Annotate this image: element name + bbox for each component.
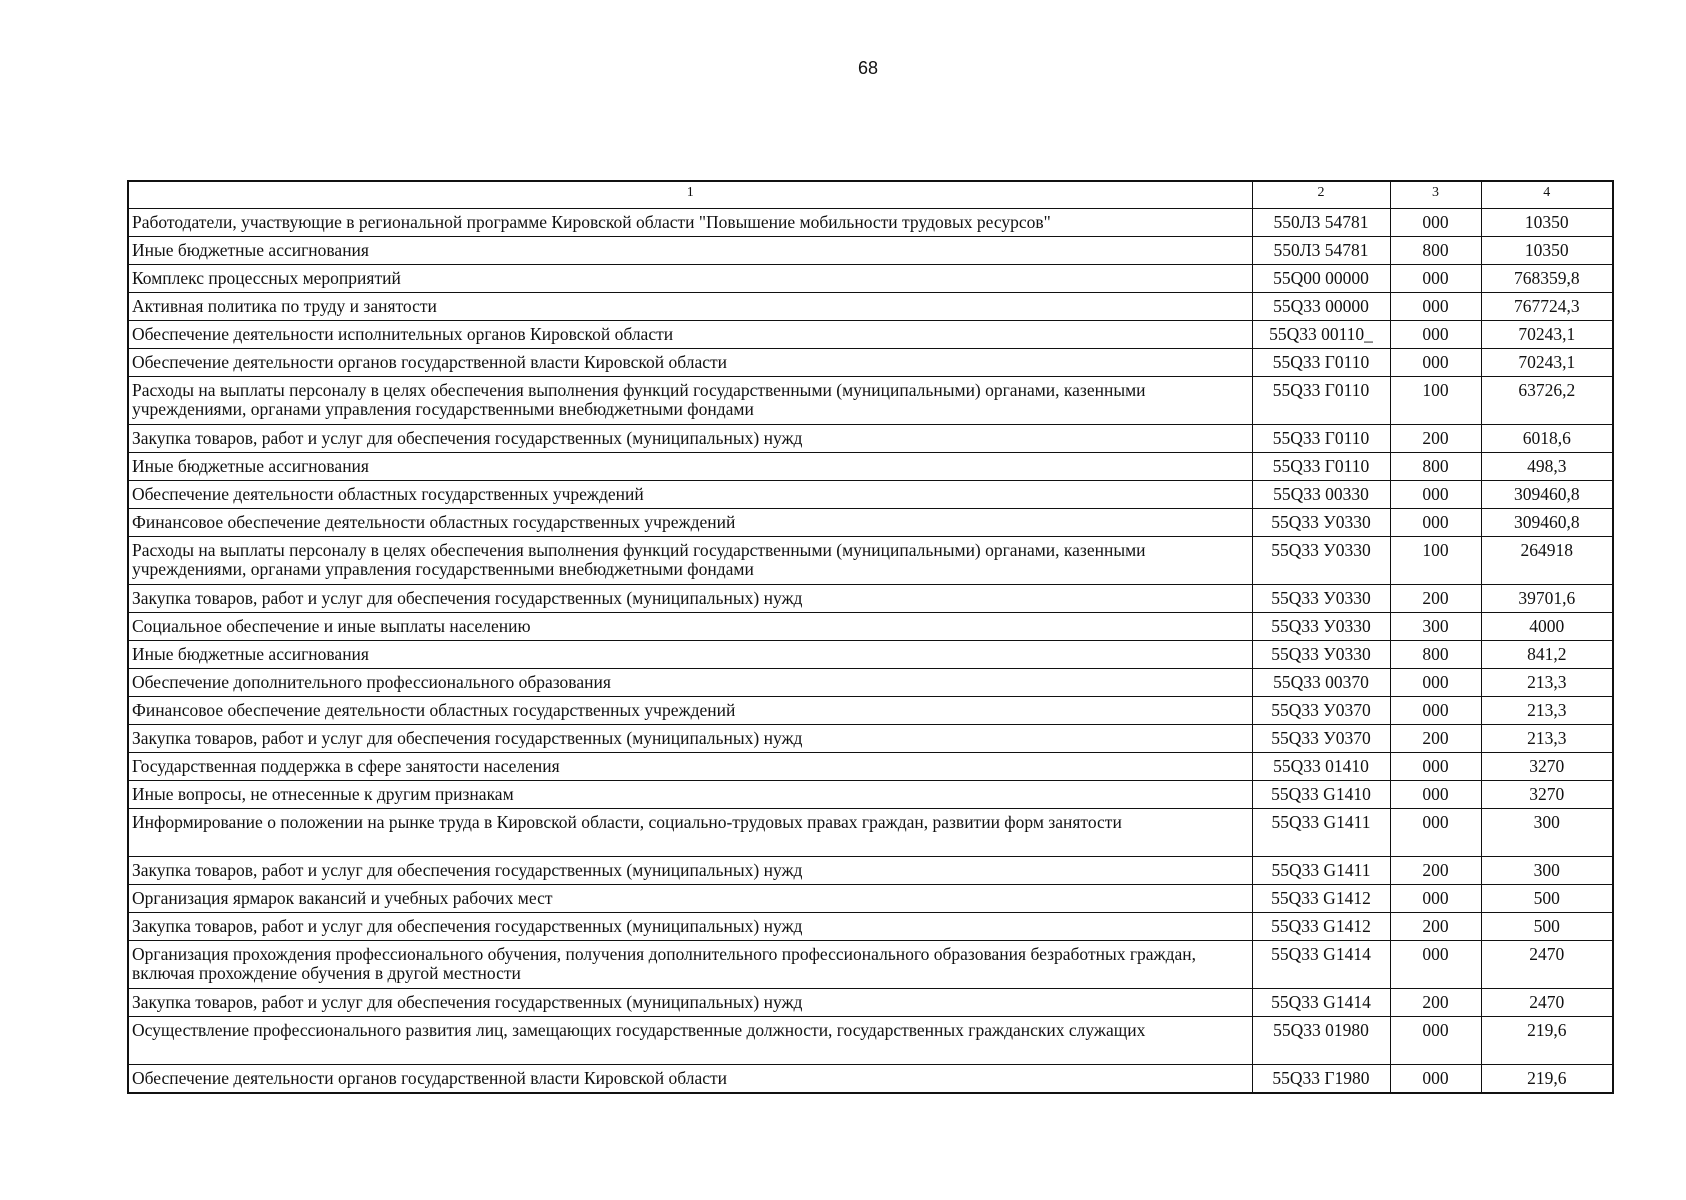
row-code-cell: 55Q33 Г0110: [1252, 377, 1390, 425]
table-row: [128, 209, 1613, 237]
row-expense-type-cell: 300: [1390, 613, 1481, 641]
row-name-cell: Иные бюджетные ассигнования: [128, 641, 1252, 669]
row-amount-cell: 498,3: [1481, 453, 1613, 481]
row-code-cell: 55Q33 У0370: [1252, 725, 1390, 753]
row-code-cell: 55Q33 00000: [1252, 293, 1390, 321]
table-row: [128, 481, 1613, 509]
row-expense-type-cell: 000: [1390, 293, 1481, 321]
table-row: [128, 857, 1613, 885]
row-expense-type-cell: 000: [1390, 481, 1481, 509]
row-code-cell: 55Q00 00000: [1252, 265, 1390, 293]
row-code-cell: 55Q33 У0330: [1252, 509, 1390, 537]
row-code-cell: 55Q33 У0330: [1252, 537, 1390, 585]
row-name-cell: Закупка товаров, работ и услуг для обеспечения государственных (муниципальных) нужд: [128, 913, 1252, 941]
row-amount-cell: 2470: [1481, 941, 1613, 989]
row-code-cell: 55Q33 G1414: [1252, 989, 1390, 1017]
table-row: [128, 321, 1613, 349]
table-header-row: [128, 181, 1613, 209]
row-name-cell: Осуществление профессионального развития лиц, замещающих государственные должности, государственных гражданских служащих: [128, 1017, 1252, 1065]
table-row: [128, 509, 1613, 537]
table-row: [128, 989, 1613, 1017]
table-row: [128, 425, 1613, 453]
row-amount-cell: 3270: [1481, 781, 1613, 809]
table-row: [128, 885, 1613, 913]
header-cell-name: 1: [128, 181, 1252, 209]
row-name-cell: Информирование о положении на рынке труда в Кировской области, социально-трудовых правах граждан, развитии форм занятости: [128, 809, 1252, 857]
row-amount-cell: 219,6: [1481, 1017, 1613, 1065]
row-code-cell: 55Q33 Г1980: [1252, 1065, 1390, 1094]
row-expense-type-cell: 000: [1390, 265, 1481, 293]
table-row: [128, 1065, 1613, 1094]
row-expense-type-cell: 000: [1390, 885, 1481, 913]
row-name-cell: Финансовое обеспечение деятельности областных государственных учреждений: [128, 509, 1252, 537]
row-expense-type-cell: 000: [1390, 669, 1481, 697]
table-row: [128, 781, 1613, 809]
row-code-cell: 55Q33 00330: [1252, 481, 1390, 509]
row-amount-cell: 500: [1481, 913, 1613, 941]
row-amount-cell: 841,2: [1481, 641, 1613, 669]
row-code-cell: 55Q33 У0330: [1252, 641, 1390, 669]
row-name-cell: Иные бюджетные ассигнования: [128, 453, 1252, 481]
row-code-cell: 55Q33 Г0110: [1252, 453, 1390, 481]
row-name-cell: Расходы на выплаты персоналу в целях обеспечения выполнения функций государственными (муниципальными) органами, казенными учреждениями, органами управления государственными внебюджетными фондами: [128, 537, 1252, 585]
row-amount-cell: 309460,8: [1481, 481, 1613, 509]
row-expense-type-cell: 000: [1390, 1065, 1481, 1094]
row-expense-type-cell: 000: [1390, 209, 1481, 237]
row-code-cell: 55Q33 G1411: [1252, 857, 1390, 885]
row-name-cell: Иные бюджетные ассигнования: [128, 237, 1252, 265]
row-code-cell: 55Q33 00110_: [1252, 321, 1390, 349]
row-name-cell: Обеспечение деятельности областных государственных учреждений: [128, 481, 1252, 509]
row-expense-type-cell: 200: [1390, 913, 1481, 941]
row-name-cell: Социальное обеспечение и иные выплаты населению: [128, 613, 1252, 641]
row-amount-cell: 309460,8: [1481, 509, 1613, 537]
row-expense-type-cell: 000: [1390, 781, 1481, 809]
row-amount-cell: 3270: [1481, 753, 1613, 781]
row-code-cell: 55Q33 01980: [1252, 1017, 1390, 1065]
row-amount-cell: 70243,1: [1481, 321, 1613, 349]
row-code-cell: 55Q33 00370: [1252, 669, 1390, 697]
table-row: [128, 377, 1613, 425]
row-expense-type-cell: 200: [1390, 857, 1481, 885]
row-name-cell: Финансовое обеспечение деятельности областных государственных учреждений: [128, 697, 1252, 725]
row-expense-type-cell: 000: [1390, 697, 1481, 725]
row-code-cell: 55Q33 G1414: [1252, 941, 1390, 989]
row-name-cell: Комплекс процессных мероприятий: [128, 265, 1252, 293]
table-row: [128, 237, 1613, 265]
row-name-cell: Обеспечение дополнительного профессионального образования: [128, 669, 1252, 697]
row-name-cell: Организация ярмарок вакансий и учебных рабочих мест: [128, 885, 1252, 913]
row-amount-cell: 767724,3: [1481, 293, 1613, 321]
row-name-cell: Обеспечение деятельности органов государственной власти Кировской области: [128, 349, 1252, 377]
budget-table: [127, 180, 1614, 1094]
row-amount-cell: 213,3: [1481, 725, 1613, 753]
row-code-cell: 55Q33 Г0110: [1252, 349, 1390, 377]
row-code-cell: 550Л3 54781: [1252, 237, 1390, 265]
row-expense-type-cell: 200: [1390, 585, 1481, 613]
table-row: [128, 941, 1613, 989]
row-code-cell: 55Q33 У0370: [1252, 697, 1390, 725]
row-amount-cell: 10350: [1481, 237, 1613, 265]
row-code-cell: 55Q33 G1410: [1252, 781, 1390, 809]
row-expense-type-cell: 800: [1390, 237, 1481, 265]
row-name-cell: Работодатели, участвующие в региональной программе Кировской области "Повышение мобильности трудовых ресурсов": [128, 209, 1252, 237]
row-expense-type-cell: 000: [1390, 809, 1481, 857]
row-code-cell: 550Л3 54781: [1252, 209, 1390, 237]
row-name-cell: Закупка товаров, работ и услуг для обеспечения государственных (муниципальных) нужд: [128, 725, 1252, 753]
row-expense-type-cell: 200: [1390, 425, 1481, 453]
row-amount-cell: 300: [1481, 809, 1613, 857]
row-expense-type-cell: 200: [1390, 725, 1481, 753]
table-row: [128, 613, 1613, 641]
row-name-cell: Закупка товаров, работ и услуг для обеспечения государственных (муниципальных) нужд: [128, 989, 1252, 1017]
row-amount-cell: 2470: [1481, 989, 1613, 1017]
table-row: [128, 1017, 1613, 1065]
table-row: [128, 537, 1613, 585]
row-amount-cell: 39701,6: [1481, 585, 1613, 613]
row-expense-type-cell: 800: [1390, 453, 1481, 481]
row-expense-type-cell: 100: [1390, 377, 1481, 425]
header-cell-type: 3: [1390, 181, 1481, 209]
row-name-cell: Закупка товаров, работ и услуг для обеспечения государственных (муниципальных) нужд: [128, 425, 1252, 453]
row-amount-cell: 264918: [1481, 537, 1613, 585]
row-expense-type-cell: 000: [1390, 321, 1481, 349]
header-cell-amount: 4: [1481, 181, 1613, 209]
row-code-cell: 55Q33 У0330: [1252, 585, 1390, 613]
row-name-cell: Обеспечение деятельности органов государственной власти Кировской области: [128, 1065, 1252, 1094]
row-expense-type-cell: 100: [1390, 537, 1481, 585]
page-number: 68: [857, 58, 879, 78]
row-amount-cell: 213,3: [1481, 669, 1613, 697]
row-amount-cell: 500: [1481, 885, 1613, 913]
table-row: [128, 265, 1613, 293]
row-expense-type-cell: 000: [1390, 753, 1481, 781]
table-row: [128, 585, 1613, 613]
row-expense-type-cell: 000: [1390, 509, 1481, 537]
row-amount-cell: 768359,8: [1481, 265, 1613, 293]
row-amount-cell: 300: [1481, 857, 1613, 885]
table-row: [128, 753, 1613, 781]
table-row: [128, 913, 1613, 941]
row-name-cell: Государственная поддержка в сфере занятости населения: [128, 753, 1252, 781]
row-name-cell: Обеспечение деятельности исполнительных органов Кировской области: [128, 321, 1252, 349]
table-row: [128, 293, 1613, 321]
row-amount-cell: 63726,2: [1481, 377, 1613, 425]
row-amount-cell: 6018,6: [1481, 425, 1613, 453]
row-amount-cell: 70243,1: [1481, 349, 1613, 377]
row-name-cell: Закупка товаров, работ и услуг для обеспечения государственных (муниципальных) нужд: [128, 585, 1252, 613]
row-expense-type-cell: 000: [1390, 349, 1481, 377]
row-expense-type-cell: 000: [1390, 1017, 1481, 1065]
row-name-cell: Активная политика по труду и занятости: [128, 293, 1252, 321]
row-expense-type-cell: 000: [1390, 941, 1481, 989]
row-code-cell: 55Q33 G1412: [1252, 885, 1390, 913]
row-code-cell: 55Q33 G1411: [1252, 809, 1390, 857]
table-row: [128, 453, 1613, 481]
table-row: [128, 697, 1613, 725]
header-cell-code: 2: [1252, 181, 1390, 209]
table-row: [128, 809, 1613, 857]
row-code-cell: 55Q33 01410: [1252, 753, 1390, 781]
table-row: [128, 725, 1613, 753]
row-amount-cell: 10350: [1481, 209, 1613, 237]
table-row: [128, 641, 1613, 669]
row-amount-cell: 4000: [1481, 613, 1613, 641]
row-code-cell: 55Q33 У0330: [1252, 613, 1390, 641]
row-name-cell: Организация прохождения профессионального обучения, получения дополнительного профессионального образования безработных граждан, включая прохождение обучения в другой местности: [128, 941, 1252, 989]
row-name-cell: Закупка товаров, работ и услуг для обеспечения государственных (муниципальных) нужд: [128, 857, 1252, 885]
table-row: [128, 669, 1613, 697]
row-code-cell: 55Q33 Г0110: [1252, 425, 1390, 453]
row-amount-cell: 219,6: [1481, 1065, 1613, 1094]
row-expense-type-cell: 200: [1390, 989, 1481, 1017]
table-row: [128, 349, 1613, 377]
row-name-cell: Расходы на выплаты персоналу в целях обеспечения выполнения функций государственными (муниципальными) органами, казенными учреждениями, органами управления государственными внебюджетными фондами: [128, 377, 1252, 425]
row-code-cell: 55Q33 G1412: [1252, 913, 1390, 941]
row-amount-cell: 213,3: [1481, 697, 1613, 725]
row-name-cell: Иные вопросы, не отнесенные к другим признакам: [128, 781, 1252, 809]
row-expense-type-cell: 800: [1390, 641, 1481, 669]
